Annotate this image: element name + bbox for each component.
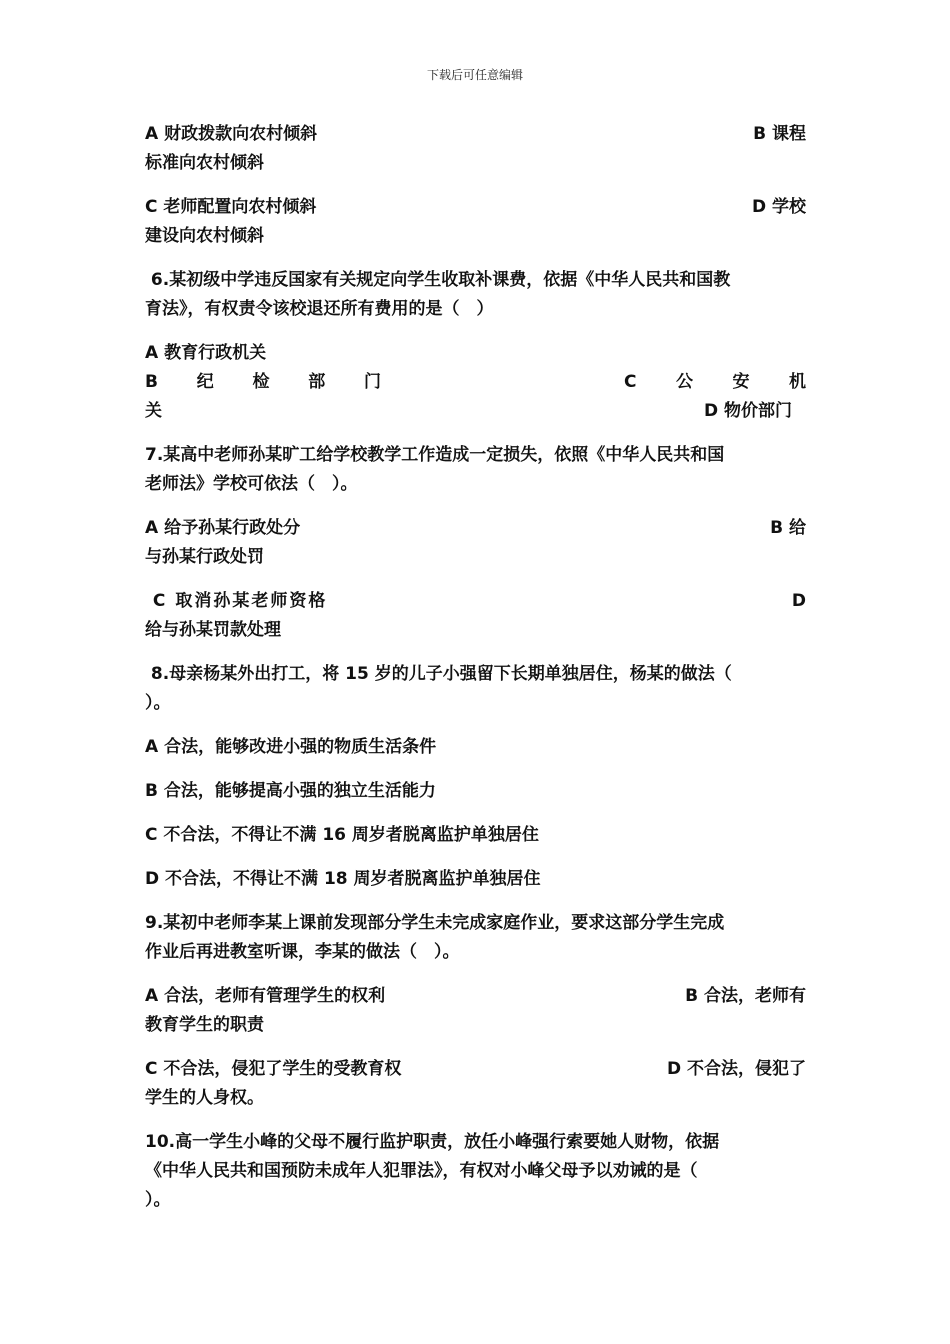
q7-ab-line — [145, 514, 806, 543]
q10-stem-line-1: 10.高一学生小峰的父母不履行监护职责，放任小峰强行索要她人财物，依据 — [145, 1132, 720, 1152]
q6-stem-line-1: 6.某初级中学违反国家有关规定向学生收取补课费，依据《中华人民共和国教 — [145, 270, 731, 290]
q5-options-cd — [145, 193, 806, 251]
q9-options-cd — [145, 1055, 806, 1113]
q5-cd-line — [145, 193, 806, 222]
q7-option-a: A 给予孙某行政处分 — [145, 518, 301, 538]
q7-options-ab — [145, 514, 806, 572]
q5-option-c: C 老师配置向农村倾斜 — [145, 197, 317, 217]
q7-stem-line-2: 老师法》学校可依法（ ）。 — [145, 474, 358, 494]
q5-option-b: B 课程 — [753, 124, 806, 144]
q7-options-cd — [145, 587, 806, 645]
q6-stem-line-2: 育法》，有权责令该校退还所有费用的是（ ） — [145, 299, 494, 319]
q6-option-b-char: 部 — [308, 372, 326, 392]
q8-stem — [145, 660, 806, 718]
q6-option-b-char: 检 — [252, 372, 270, 392]
q8-option-d: D 不合法，不得让不满 18 周岁者脱离监护单独居住 — [145, 869, 541, 889]
q8-stem-line-1: 8.母亲杨某外出打工，将 15 岁的儿子小强留下长期单独居住，杨某的做法（ — [145, 664, 732, 684]
page-header: 下载后可任意编辑 — [426, 68, 523, 82]
q6-bc-line — [145, 368, 806, 397]
q6-option-b — [145, 368, 381, 397]
q10-stem-line-2: 《中华人民共和国预防未成年人犯罪法》，有权对小峰父母予以劝诫的是（ — [145, 1161, 698, 1181]
q9-option-c: C 不合法，侵犯了学生的受教育权 — [145, 1059, 402, 1079]
q6-option-c-char: 公 — [675, 372, 693, 392]
q8-option-a: A 合法，能够改进小强的物质生活条件 — [145, 737, 437, 757]
q9-ab-line — [145, 982, 806, 1011]
q10-stem — [145, 1128, 806, 1215]
q7-stem-line-1: 7.某高中老师孙某旷工给学校教学工作造成一定损失，依照《中华人民共和国 — [145, 445, 725, 465]
q7-option-b: B 给 — [770, 518, 806, 538]
q9-cd-line — [145, 1055, 806, 1084]
q8-option-c: C 不合法，不得让不满 16 周岁者脱离监护单独居住 — [145, 825, 539, 845]
q8-stem-line-2: ）。 — [145, 693, 171, 713]
q9-stem-line-1: 9.某初中老师李某上课前发现部分学生未完成家庭作业，要求这部分学生完成 — [145, 913, 725, 933]
q10-stem-line-3: ）。 — [145, 1190, 171, 1210]
q9-option-b-cont: 教育学生的职责 — [145, 1015, 264, 1035]
q5-option-b-cont: 标准向农村倾斜 — [145, 153, 264, 173]
q7-option-d-cont: 给与孙某罚款处理 — [145, 620, 281, 640]
q5-option-a: A 财政拨款向农村倾斜 — [145, 124, 318, 144]
q6-option-c-char: 安 — [732, 372, 750, 392]
q6-cd-line — [145, 397, 806, 426]
q9-option-a: A 合法，老师有管理学生的权利 — [145, 986, 386, 1006]
document-body — [145, 120, 806, 1230]
q6-option-b-char: B — [145, 372, 158, 392]
q6-option-b-char: 纪 — [196, 372, 214, 392]
q6-stem — [145, 266, 806, 324]
q7-option-d: D — [791, 591, 806, 611]
q9-stem-line-2: 作业后再进教室听课，李某的做法（ ）。 — [145, 942, 460, 962]
q7-option-c: C 取消孙某老师资格 — [145, 591, 328, 611]
q6-option-a: A 教育行政机关 — [145, 343, 267, 363]
q7-option-b-cont: 与孙某行政处罚 — [145, 547, 264, 567]
q6-option-c-cont: 关 — [145, 401, 162, 421]
q5-option-d-cont: 建设向农村倾斜 — [145, 226, 264, 246]
q6-option-c — [624, 368, 806, 397]
q7-cd-line — [145, 587, 806, 616]
q9-option-d-cont: 学生的人身权。 — [145, 1088, 264, 1108]
q6-option-d: D 物价部门 — [703, 401, 792, 421]
q6-option-b-char: 门 — [363, 372, 381, 392]
q6-option-c-char: 机 — [788, 372, 806, 392]
q5-option-d: D 学校 — [751, 197, 806, 217]
q9-options-ab — [145, 982, 806, 1040]
q5-ab-line — [145, 120, 806, 149]
q5-options-ab — [145, 120, 806, 178]
q9-option-b: B 合法，老师有 — [685, 986, 806, 1006]
q9-stem — [145, 909, 806, 967]
q6-option-c-char: C — [624, 372, 637, 392]
q7-stem — [145, 441, 806, 499]
q9-option-d: D 不合法，侵犯了 — [666, 1059, 806, 1079]
q6-options — [145, 339, 806, 426]
q8-option-b: B 合法，能够提高小强的独立生活能力 — [145, 781, 436, 801]
